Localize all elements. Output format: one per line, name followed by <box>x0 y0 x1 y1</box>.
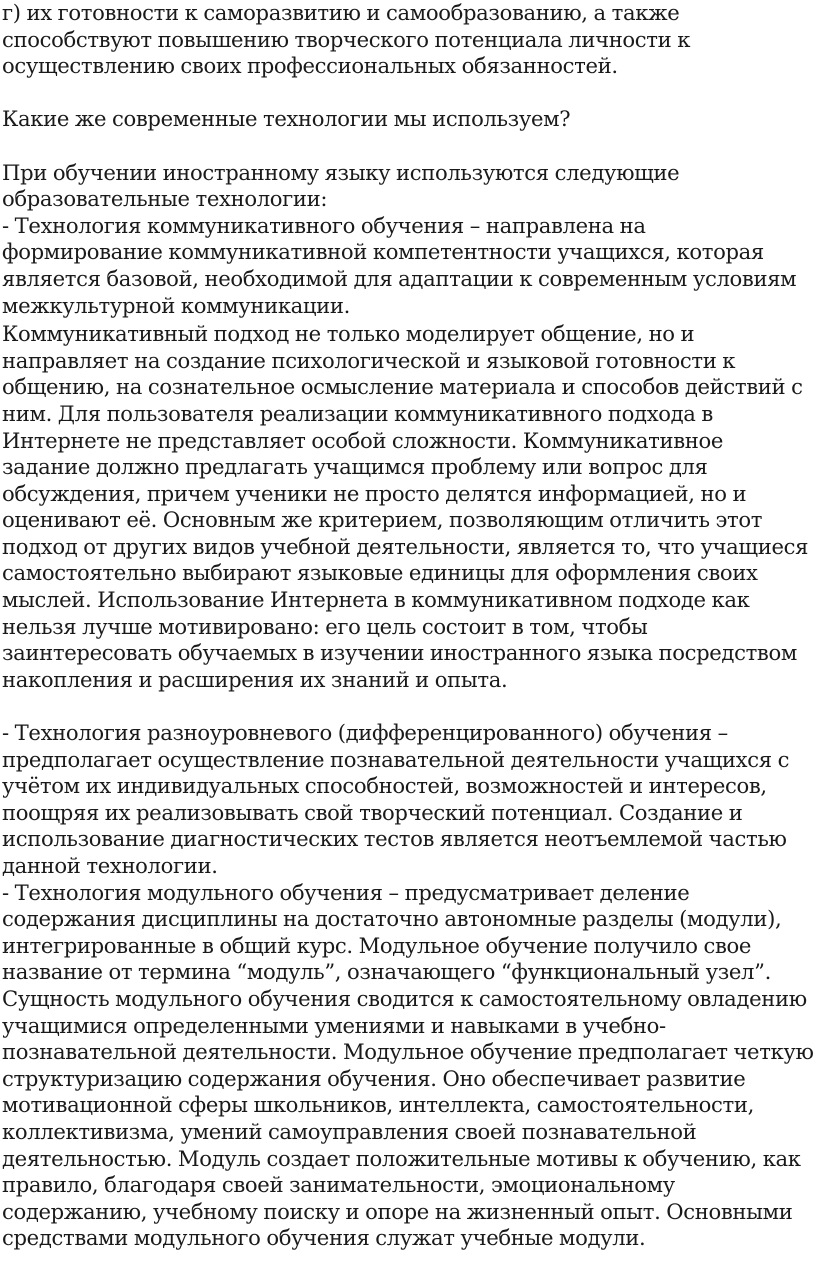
paragraph-differentiated-learning <box>2 720 816 1252</box>
text-line: интегрированные в общий курс. Модульное обучение получило свое <box>2 932 752 958</box>
paragraph-intro-continuation <box>2 0 816 80</box>
text-line: образовательные технологии: <box>2 186 328 212</box>
text-line: формирование коммуникативной компетентности учащихся, которая <box>2 239 764 265</box>
text-line: самостоятельно выбирают языковые единицы для оформления своих <box>2 560 758 586</box>
text-line: структуризацию содержания обучения. Оно обеспечивает развитие <box>2 1065 746 1091</box>
text-line: коллективизма, умений самоуправления своей познавательной <box>2 1118 697 1144</box>
text-line: использование диагностических тестов является неотъемлемой частью <box>2 826 787 852</box>
blank-line <box>2 133 816 160</box>
text-line: деятельностью. Модуль создает положительные мотивы к обучению, как <box>2 1145 801 1171</box>
text-line: накопления и расширения их знаний и опыта. <box>2 666 508 692</box>
text-line: подход от других видов учебной деятельности, является то, что учащиеся <box>2 533 809 559</box>
text-line: Какие же современные технологии мы используем? <box>2 106 571 132</box>
text-line: ним. Для пользователя реализации коммуникативного подхода в <box>2 400 713 426</box>
text-line: познавательной деятельности. Модульное обучение предполагает четкую <box>2 1039 814 1065</box>
text-line: осуществлению своих профессиональных обязанностей. <box>2 53 618 79</box>
blank-line <box>2 693 816 720</box>
text-line: учащимися определенными умениями и навыками в учебно- <box>2 1012 666 1038</box>
text-line: Коммуникативный подход не только моделирует общение, но и <box>2 321 695 347</box>
text-line: содержанию, учебному поиску и опоре на жизненный опыт. Основными <box>2 1198 793 1224</box>
text-line: поощряя их реализовывать свой творческий потенциал. Создание и <box>2 799 743 825</box>
paragraph-question <box>2 106 816 133</box>
text-line: общению, на сознательное осмысление материала и способов действий с <box>2 374 803 400</box>
text-line: При обучении иностранному языку используются следующие <box>2 159 680 185</box>
text-line: мыслей. Использование Интернета в коммуникативном подходе как <box>2 587 750 613</box>
text-line: направляет на создание психологической и языковой готовности к <box>2 347 736 373</box>
paragraph-technologies-intro <box>2 160 816 320</box>
text-line: предполагает осуществление познавательной деятельности учащихся с <box>2 746 790 772</box>
text-line: мотивационной сферы школьников, интеллекта, самостоятельности, <box>2 1092 754 1118</box>
text-line: данной технологии. <box>2 853 218 878</box>
text-line: Интернете не представляет особой сложности. Коммуникативное <box>2 427 724 453</box>
text-line: Сущность модульного обучения сводится к самостоятельному овладению <box>2 985 807 1011</box>
text-line: обсуждения, причем ученики не просто делятся информацией, но и <box>2 480 747 506</box>
text-line: учётом их индивидуальных способностей, возможностей и интересов, <box>2 773 767 799</box>
text-line: - Технология модульного обучения – предусматривает деление <box>2 879 690 905</box>
text-line: задание должно предлагать учащимся проблему или вопрос для <box>2 454 708 480</box>
blank-line <box>2 80 816 107</box>
text-line: оценивают её. Основным же критерием, позволяющим отличить этот <box>2 507 763 533</box>
text-line: является базовой, необходимой для адаптации к современным условиям <box>2 265 797 291</box>
text-line: способствуют повышению творческого потенциала личности к <box>2 26 691 52</box>
text-line: заинтересовать обучаемых в изучении иностранного языка посредством <box>2 640 797 666</box>
text-line: содержания дисциплины на достаточно автономные разделы (модули), <box>2 906 782 932</box>
text-line: г) их готовности к саморазвитию и самообразованию, а также <box>2 0 680 25</box>
text-line: правило, благодаря своей занимательности, эмоциональному <box>2 1172 675 1198</box>
text-line: название от термина “модуль”, означающего “функциональный узел”. <box>2 959 771 985</box>
text-line: межкультурной коммуникации. <box>2 292 351 318</box>
text-line: нельзя лучше мотивировано: его цель состоит в том, чтобы <box>2 613 648 639</box>
paragraph-communicative-approach <box>2 321 816 693</box>
text-line: - Технология разноуровневого (дифференцированного) обучения – <box>2 720 728 746</box>
text-line: - Технология коммуникативного обучения – направлена на <box>2 212 646 238</box>
text-line: средствами модульного обучения служат учебные модули. <box>2 1225 646 1251</box>
